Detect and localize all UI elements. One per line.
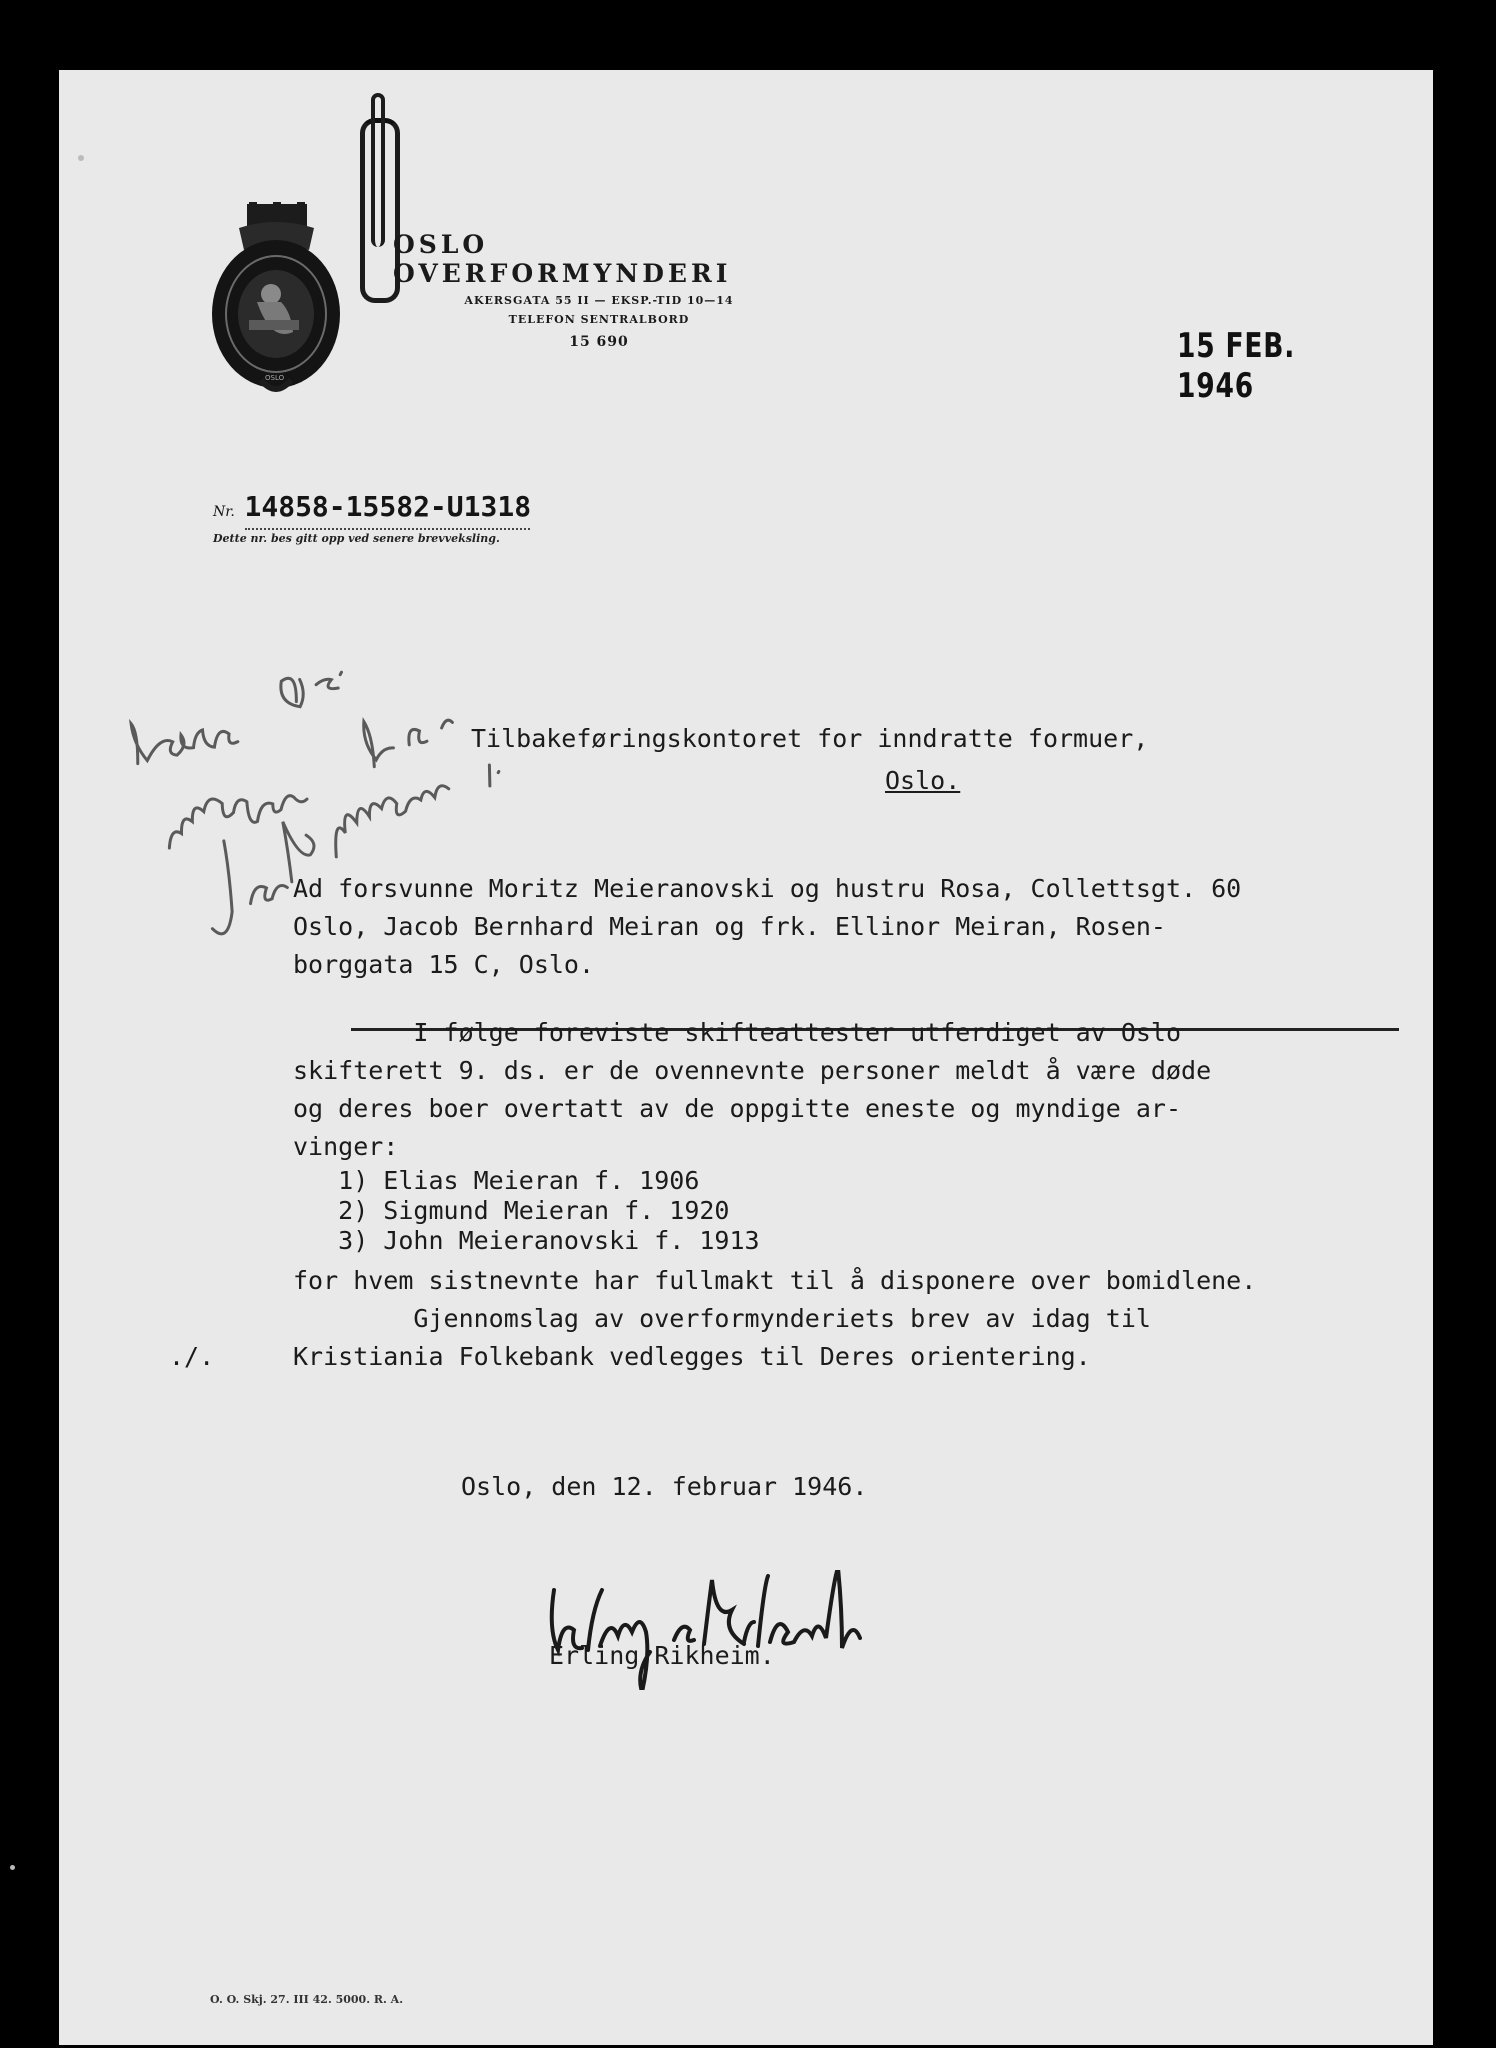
reference-note: Dette nr. bes gitt opp ved senere brevveksling.	[213, 532, 500, 545]
closing-line-3: Kristiania Folkebank vedlegges til Deres orientering.	[293, 1342, 1091, 1371]
organization-name: OSLO OVERFORMYNDERI	[393, 230, 732, 288]
body-line-2: skifterett 9. ds. er de ovennevnte personer meldt å være døde	[293, 1056, 1212, 1085]
paper-speck	[10, 1865, 15, 1870]
closing-line-2: Gjennomslag av overformynderiets brev av idag til	[293, 1304, 1151, 1333]
letterhead	[389, 230, 809, 350]
body-line-4: vinger:	[293, 1132, 399, 1161]
document-page	[59, 70, 1433, 2045]
subject-line-3: borggata 15 C, Oslo.	[293, 950, 595, 979]
form-footer: O. O. Skj. 27. III 42. 5000. R. A.	[210, 1993, 404, 2006]
reference-dotted-line	[245, 528, 530, 530]
body-line-1: I følge foreviste skifteattester utferdiget av Oslo	[293, 1018, 1182, 1047]
body-line-3: og deres boer overtatt av de oppgitte eneste og myndige ar-	[293, 1094, 1182, 1123]
phone-label: TELEFON SENTRALBORD	[508, 313, 690, 326]
reference-value: 14858-15582-U1318	[244, 490, 532, 523]
received-date-stamp: 15 FEB. 1946	[1177, 326, 1296, 406]
phone-number: 15 690	[569, 334, 629, 350]
closing-line-1: for hvem sistnevnte har fullmakt til å disponere over bomidlene.	[293, 1266, 1257, 1295]
oslo-coat-of-arms-seal	[209, 202, 344, 402]
heir-3: 3) John Meieranovski f. 1913	[293, 1226, 760, 1255]
organization-address: AKERSGATA 55 II — EKSP.-TID 10—14	[464, 294, 734, 307]
reference-prefix: Nr.	[213, 504, 235, 520]
subject-line-2: Oslo, Jacob Bernhard Meiran og frk. Ellinor Meiran, Rosen-	[293, 912, 1166, 941]
signature-name: Erling Rikheim.	[549, 1641, 775, 1670]
svg-text:OSLO: OSLO	[265, 374, 285, 382]
recipient-line-2: Oslo.	[885, 766, 961, 795]
reference-number	[213, 490, 531, 523]
heir-1: 1) Elias Meieran f. 1906	[293, 1166, 700, 1195]
paper-speck	[78, 155, 84, 161]
heir-2: 2) Sigmund Meieran f. 1920	[293, 1196, 730, 1225]
recipient-line-1: Tilbakeføringskontoret for inndratte formuer,	[471, 724, 1149, 753]
enclosure-mark: ./.	[169, 1342, 215, 1371]
date-line: Oslo, den 12. februar 1946.	[461, 1472, 868, 1501]
subject-line-1: Ad forsvunne Moritz Meieranovski og hustru Rosa, Collettsgt. 60	[293, 874, 1242, 903]
